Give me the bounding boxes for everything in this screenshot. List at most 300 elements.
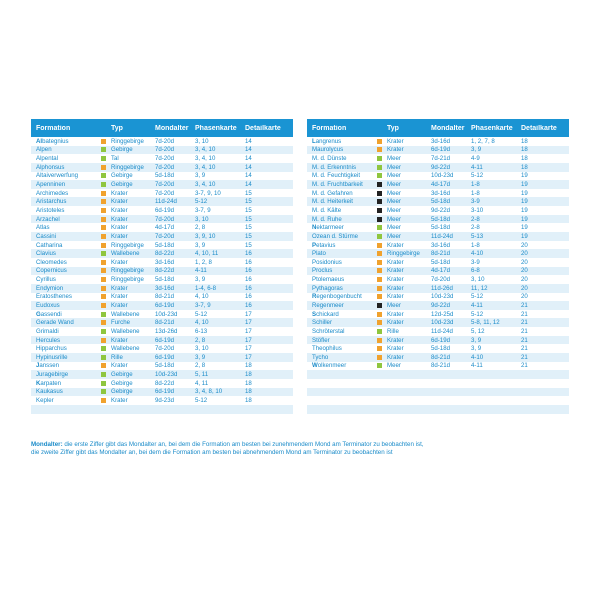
- phasenkarte-cell: 3, 9: [471, 345, 482, 353]
- header-phasenkarte: Phasenkarte: [195, 124, 237, 132]
- type-swatch: [377, 243, 382, 248]
- type-cell: Krater: [111, 206, 128, 214]
- detailkarte-cell: 16: [245, 258, 252, 266]
- detailkarte-cell: 21: [521, 353, 528, 361]
- formation-initial: K: [36, 379, 41, 387]
- type-cell: Krater: [387, 336, 404, 344]
- formation-name: [307, 164, 377, 171]
- formation-name: [31, 224, 101, 231]
- formation-rest: Juragebirge: [36, 371, 69, 379]
- type-cell: Krater: [387, 267, 404, 275]
- mondalter-cell: 11d-26d: [431, 284, 453, 292]
- type-swatch: [377, 260, 382, 265]
- detailkarte-cell: 17: [245, 310, 252, 318]
- table-row: [307, 215, 569, 224]
- type-cell: Krater: [111, 336, 128, 344]
- formation-rest: Endymion: [36, 284, 64, 292]
- type-cell: Krater: [387, 137, 404, 145]
- mondalter-cell: 5d-18d: [155, 241, 174, 249]
- table-row: [31, 223, 293, 232]
- phasenkarte-cell: 4-11: [471, 301, 483, 309]
- table-row: [307, 163, 569, 172]
- type-swatch: [101, 355, 106, 360]
- table-row: [307, 206, 569, 215]
- detailkarte-cell: 18: [521, 137, 528, 145]
- type-swatch: [377, 338, 382, 343]
- formation-rest: Copernicus: [36, 267, 67, 275]
- detailkarte-cell: 17: [245, 345, 252, 353]
- formation-name: [31, 207, 101, 214]
- type-cell: Meer: [387, 172, 401, 180]
- type-swatch: [377, 182, 382, 187]
- table-row: [31, 258, 293, 267]
- mondalter-cell: 7d-20d: [155, 189, 174, 197]
- formation-rest: Theophilus: [312, 345, 342, 353]
- type-cell: Krater: [111, 189, 128, 197]
- formation-rest: chickard: [316, 310, 339, 318]
- mondalter-cell: 10d-23d: [431, 172, 454, 180]
- formation-rest: M. d. Erkenntnis: [312, 163, 357, 171]
- detailkarte-cell: 20: [521, 276, 528, 284]
- formation-initial: Al: [36, 137, 43, 145]
- formation-rest: Maurolycus: [312, 146, 344, 154]
- phasenkarte-cell: 3, 10: [195, 215, 209, 223]
- phasenkarte-cell: 4, 11: [195, 379, 209, 387]
- type-swatch: [377, 363, 382, 368]
- mondalter-cell: 4d-17d: [431, 181, 450, 189]
- type-cell: Krater: [111, 293, 128, 301]
- formation-initial: J: [36, 362, 40, 370]
- table-row: [307, 353, 569, 362]
- phasenkarte-cell: 3, 9: [195, 241, 206, 249]
- type-cell: Krater: [111, 301, 128, 309]
- empty-row: [307, 370, 569, 379]
- table-row: [307, 232, 569, 241]
- table-row: [31, 396, 293, 405]
- formation-initial: S: [312, 310, 317, 318]
- type-swatch: [101, 217, 106, 222]
- formation-rest: Tycho: [312, 353, 329, 361]
- detailkarte-cell: 14: [245, 137, 252, 145]
- formation-name: [31, 276, 101, 283]
- type-swatch: [377, 147, 382, 152]
- formation-name: [307, 138, 377, 145]
- mondalter-cell: 11d-24d: [431, 327, 453, 335]
- formation-rest: Ptolemaeus: [312, 276, 345, 284]
- type-cell: Krater: [111, 258, 128, 266]
- formation-name: [31, 328, 101, 335]
- formation-name: [307, 207, 377, 214]
- phasenkarte-cell: 5-13: [471, 232, 484, 240]
- table-row: [307, 223, 569, 232]
- mondalter-cell: 6d-19d: [155, 388, 174, 396]
- mondalter-cell: 8d-21d: [155, 319, 174, 327]
- phasenkarte-cell: 3, 9: [195, 353, 206, 361]
- type-swatch: [101, 312, 106, 317]
- formation-rest: M. d. Ruhe: [312, 215, 342, 223]
- table-row: [31, 353, 293, 362]
- formation-name: [31, 172, 101, 179]
- type-cell: Rille: [111, 353, 123, 361]
- type-cell: Gebirge: [111, 146, 133, 154]
- table-row: [307, 301, 569, 310]
- phasenkarte-cell: 2-8: [471, 215, 480, 223]
- type-cell: Krater: [111, 362, 128, 370]
- mondalter-cell: 7d-20d: [155, 155, 174, 163]
- mondalter-cell: 6d-19d: [155, 336, 174, 344]
- formation-initial: N: [312, 224, 317, 232]
- detailkarte-cell: 18: [245, 388, 252, 396]
- type-cell: Krater: [387, 146, 404, 154]
- mondalter-cell: 5d-18d: [431, 258, 450, 266]
- detailkarte-cell: 16: [245, 293, 252, 301]
- detailkarte-cell: 19: [521, 181, 528, 189]
- mondalter-cell: 7d-20d: [431, 276, 450, 284]
- phasenkarte-cell: 2, 8: [195, 336, 206, 344]
- type-swatch: [101, 381, 106, 386]
- formation-rest: Ozean d. Stürme: [312, 232, 359, 240]
- type-cell: Gebirge: [111, 379, 133, 387]
- detailkarte-cell: 16: [245, 301, 252, 309]
- formation-rest: ektarmeer: [316, 224, 344, 232]
- detailkarte-cell: 19: [521, 172, 528, 180]
- formation-rest: Archimedes: [36, 189, 69, 197]
- detailkarte-cell: 20: [521, 284, 528, 292]
- table-row: [307, 154, 569, 163]
- formation-rest: Hypinusrille: [36, 353, 68, 361]
- mondalter-cell: 5d-18d: [431, 198, 450, 206]
- phasenkarte-cell: 4-9: [471, 155, 480, 163]
- mondalter-cell: 4d-17d: [155, 224, 174, 232]
- type-swatch: [101, 303, 106, 308]
- formation-name: [31, 311, 101, 318]
- type-cell: Krater: [387, 258, 404, 266]
- formation-name: [307, 155, 377, 162]
- type-cell: Krater: [387, 241, 404, 249]
- table-row: [307, 189, 569, 198]
- formation-rest: Atlas: [36, 224, 50, 232]
- phasenkarte-cell: 5-12: [195, 310, 208, 318]
- mondalter-cell: 3d-16d: [155, 284, 174, 292]
- formation-rest: Alpental: [36, 155, 59, 163]
- formation-name: [31, 250, 101, 257]
- phasenkarte-cell: 3-7, 9, 10: [195, 189, 221, 197]
- type-swatch: [101, 260, 106, 265]
- formation-rest: Apenninen: [36, 181, 66, 189]
- type-swatch: [101, 225, 106, 230]
- type-cell: Ringgebirge: [111, 276, 144, 284]
- formation-name: [31, 146, 101, 153]
- table-body: [307, 137, 569, 414]
- type-swatch: [377, 191, 382, 196]
- formation-rest: Hercules: [36, 336, 61, 344]
- phasenkarte-cell: 4-11: [471, 163, 483, 171]
- formation-name: [31, 380, 101, 387]
- detailkarte-cell: 16: [245, 250, 252, 258]
- formation-name: [307, 319, 377, 326]
- type-cell: Meer: [387, 224, 401, 232]
- formation-name: [31, 190, 101, 197]
- type-swatch: [101, 338, 106, 343]
- detailkarte-cell: 20: [521, 293, 528, 301]
- mondalter-cell: 5d-18d: [155, 276, 174, 284]
- table-row: [307, 258, 569, 267]
- mondalter-cell: 5d-18d: [431, 215, 450, 223]
- mondalter-cell: 6d-19d: [155, 301, 174, 309]
- table-row: [31, 344, 293, 353]
- mondalter-cell: 8d-21d: [431, 362, 450, 370]
- table-row: [31, 137, 293, 146]
- phasenkarte-cell: 3, 4, 10: [195, 155, 216, 163]
- mondalter-cell: 7d-20d: [155, 163, 174, 171]
- type-swatch: [377, 268, 382, 273]
- phasenkarte-cell: 3, 10: [471, 276, 485, 284]
- type-swatch: [101, 208, 106, 213]
- type-cell: Gebirge: [111, 181, 133, 189]
- detailkarte-cell: 19: [521, 232, 528, 240]
- table-row: [31, 275, 293, 284]
- phasenkarte-cell: 5-12: [195, 397, 208, 405]
- table-row: [31, 172, 293, 181]
- mondalter-cell: 9d-23d: [155, 397, 174, 405]
- type-swatch: [377, 346, 382, 351]
- phasenkarte-cell: 2-8: [471, 224, 480, 232]
- phasenkarte-cell: 3, 4, 8, 10: [195, 388, 223, 396]
- detailkarte-cell: 15: [245, 215, 252, 223]
- mondalter-cell: 5d-18d: [431, 345, 450, 353]
- mondalter-cell: 8d-22d: [155, 250, 174, 258]
- table-row: [31, 336, 293, 345]
- type-swatch: [377, 320, 382, 325]
- type-swatch: [101, 173, 106, 178]
- type-cell: Krater: [387, 276, 404, 284]
- mondalter-cell: 9d-22d: [431, 163, 450, 171]
- type-cell: Gebirge: [111, 371, 133, 379]
- formation-name: [307, 328, 377, 335]
- formation-rest: Gerade Wand: [36, 319, 74, 327]
- mondalter-cell: 7d-20d: [155, 215, 174, 223]
- formation-name: [307, 362, 377, 369]
- type-swatch: [101, 363, 106, 368]
- detailkarte-cell: 15: [245, 206, 252, 214]
- type-cell: Krater: [387, 284, 404, 292]
- table-row: [307, 293, 569, 302]
- phasenkarte-cell: 3-7, 9: [195, 301, 211, 309]
- mondalter-cell: 8d-21d: [431, 250, 450, 258]
- type-swatch: [101, 346, 106, 351]
- detailkarte-cell: 14: [245, 155, 252, 163]
- mondalter-cell: 7d-20d: [155, 146, 174, 154]
- type-swatch: [101, 398, 106, 403]
- phasenkarte-cell: 3, 4, 10: [195, 146, 216, 154]
- type-cell: Krater: [111, 232, 128, 240]
- mondalter-cell: 9d-22d: [431, 301, 450, 309]
- formation-initial: G: [36, 310, 41, 318]
- formation-rest: Catharina: [36, 241, 63, 249]
- detailkarte-cell: 20: [521, 267, 528, 275]
- formation-name: [307, 190, 377, 197]
- phasenkarte-cell: 4-10: [471, 353, 484, 361]
- type-swatch: [101, 320, 106, 325]
- table-row: [31, 215, 293, 224]
- formation-initial: P: [312, 241, 317, 249]
- formation-rest: olkenmeer: [317, 362, 347, 370]
- formation-name: [31, 267, 101, 274]
- formation-name: [307, 181, 377, 188]
- mondalter-cell: 8d-21d: [155, 293, 174, 301]
- empty-row: [307, 396, 569, 405]
- table-row: [31, 379, 293, 388]
- mondalter-cell: 10d-23d: [155, 310, 178, 318]
- detailkarte-cell: 21: [521, 327, 528, 335]
- detailkarte-cell: 15: [245, 189, 252, 197]
- header-mondalter: Mondalter: [431, 124, 465, 132]
- formation-rest: M. d. Dünste: [312, 155, 347, 163]
- formation-rest: assendi: [40, 310, 62, 318]
- detailkarte-cell: 15: [245, 232, 252, 240]
- formation-rest: anssen: [39, 362, 60, 370]
- mondalter-cell: 10d-23d: [155, 371, 178, 379]
- type-swatch: [377, 165, 382, 170]
- formation-rest: Proclus: [312, 267, 333, 275]
- type-swatch: [377, 329, 382, 334]
- table-row: [31, 241, 293, 250]
- formation-rest: Regenmeer: [312, 301, 344, 309]
- formation-rest: Stöfler: [312, 336, 330, 344]
- table-row: [31, 189, 293, 198]
- type-swatch: [377, 199, 382, 204]
- type-swatch: [101, 147, 106, 152]
- footnote-label: Mondalter:: [31, 441, 63, 448]
- formation-rest: Eratosthenes: [36, 293, 72, 301]
- formation-name: [307, 172, 377, 179]
- header-typ: Typ: [387, 124, 399, 132]
- type-cell: Meer: [387, 181, 401, 189]
- detailkarte-cell: 17: [245, 327, 252, 335]
- formation-name: [31, 319, 101, 326]
- table-row: [31, 154, 293, 163]
- type-swatch: [101, 372, 106, 377]
- phasenkarte-cell: 11, 12: [471, 284, 488, 292]
- mondalter-cell: 12d-25d: [431, 310, 454, 318]
- mondalter-cell: 7d-20d: [155, 181, 174, 189]
- formation-rest: Eudoxus: [36, 301, 60, 309]
- type-cell: Meer: [387, 362, 401, 370]
- phasenkarte-cell: 3-10: [471, 206, 484, 214]
- formation-rest: M. d. Gefahren: [312, 189, 353, 197]
- formation-name: [31, 155, 101, 162]
- formation-name: [31, 337, 101, 344]
- mondalter-cell: 3d-16d: [155, 258, 174, 266]
- detailkarte-cell: 18: [521, 146, 528, 154]
- mondalter-cell: 3d-16d: [431, 137, 450, 145]
- formation-name: [307, 276, 377, 283]
- formation-name: [31, 397, 101, 404]
- phasenkarte-cell: 3, 9: [195, 172, 206, 180]
- type-cell: Wallebene: [111, 310, 140, 318]
- formation-rest: Aristoteles: [36, 206, 65, 214]
- table-row: [307, 318, 569, 327]
- mondalter-cell: 7d-20d: [155, 137, 174, 145]
- table-row: [307, 172, 569, 181]
- formation-rest: M. d. Kälte: [312, 206, 342, 214]
- formation-rest: arpaten: [40, 379, 62, 387]
- type-cell: Krater: [111, 284, 128, 292]
- detailkarte-cell: 18: [521, 155, 528, 163]
- phasenkarte-cell: 3, 9: [471, 146, 482, 154]
- phasenkarte-cell: 3-9: [471, 258, 480, 266]
- detailkarte-cell: 18: [245, 379, 252, 387]
- type-cell: Meer: [387, 189, 401, 197]
- type-cell: Wallebene: [111, 327, 140, 335]
- header-detailkarte: Detailkarte: [245, 124, 281, 132]
- formation-name: [31, 259, 101, 266]
- phasenkarte-cell: 4, 10, 11: [195, 250, 219, 258]
- type-swatch: [101, 329, 106, 334]
- mondalter-cell: 4d-17d: [431, 267, 450, 275]
- formation-initial: R: [312, 293, 317, 301]
- phasenkarte-cell: 5, 11: [195, 371, 209, 379]
- detailkarte-cell: 18: [245, 397, 252, 405]
- formation-rest: Cyrillus: [36, 276, 56, 284]
- type-swatch: [377, 225, 382, 230]
- phasenkarte-cell: 1-8: [471, 241, 480, 249]
- formation-name: [31, 233, 101, 240]
- formation-name: [307, 224, 377, 231]
- formation-rest: Altaiverwerfung: [36, 172, 78, 180]
- mondalter-cell: 6d-19d: [431, 336, 450, 344]
- table-right: [307, 119, 569, 426]
- detailkarte-cell: 17: [245, 319, 252, 327]
- type-cell: Meer: [387, 206, 401, 214]
- table-left: [31, 119, 293, 426]
- type-cell: Wallebene: [111, 250, 140, 258]
- type-swatch: [101, 268, 106, 273]
- formation-rest: Aristarchus: [36, 198, 67, 206]
- table-row: [307, 362, 569, 371]
- table-row: [31, 267, 293, 276]
- phasenkarte-cell: 1, 2, 8: [195, 258, 212, 266]
- formation-name: [31, 138, 101, 145]
- type-swatch: [377, 294, 382, 299]
- type-cell: Wallebene: [111, 345, 140, 353]
- formation-name: [31, 242, 101, 249]
- mondalter-cell: 6d-19d: [431, 146, 450, 154]
- formation-rest: Arzachel: [36, 215, 60, 223]
- table-body: [31, 137, 293, 414]
- formation-rest: Cleomedes: [36, 258, 67, 266]
- type-cell: Meer: [387, 215, 401, 223]
- detailkarte-cell: 16: [245, 276, 252, 284]
- type-cell: Tal: [111, 155, 119, 163]
- phasenkarte-cell: 3, 10: [195, 137, 209, 145]
- header-mondalter: Mondalter: [155, 124, 189, 132]
- formation-name: [31, 285, 101, 292]
- type-swatch: [101, 286, 106, 291]
- table-row: [307, 249, 569, 258]
- mondalter-cell: 5d-18d: [155, 172, 174, 180]
- formation-name: [31, 354, 101, 361]
- mondalter-cell: 8d-22d: [155, 267, 174, 275]
- formation-rest: Alpen: [36, 146, 52, 154]
- detailkarte-cell: 21: [521, 319, 528, 327]
- formation-rest: egenbogenbucht: [316, 293, 362, 301]
- table-row: [31, 318, 293, 327]
- type-swatch: [377, 277, 382, 282]
- detailkarte-cell: 19: [521, 198, 528, 206]
- phasenkarte-cell: 5-12: [471, 310, 484, 318]
- formation-name: [31, 371, 101, 378]
